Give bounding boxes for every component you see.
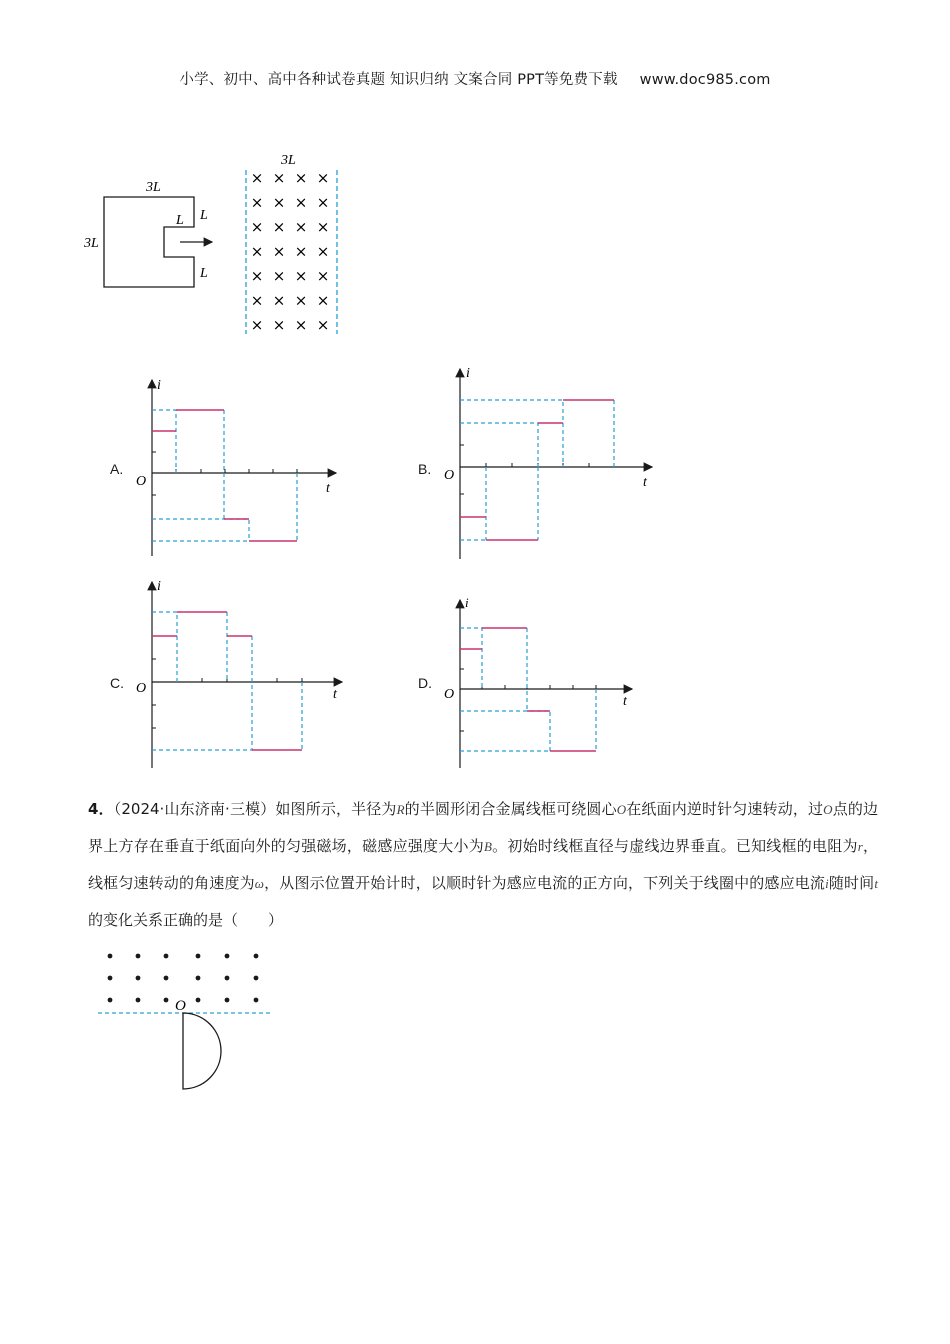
field-cross: × bbox=[316, 169, 330, 187]
origin-label: O bbox=[136, 474, 147, 489]
q-text-3: 在纸面内逆时针匀速转动，过 bbox=[626, 800, 824, 818]
ticks bbox=[460, 400, 614, 540]
field-cross: × bbox=[272, 242, 286, 261]
axis-i-label: i bbox=[465, 595, 469, 610]
field-dots bbox=[108, 954, 259, 1003]
semicircle-diagram bbox=[98, 954, 270, 1089]
field-cross: × bbox=[294, 291, 308, 310]
field-dot bbox=[225, 998, 230, 1003]
field-cross: × bbox=[250, 267, 264, 285]
field-cross: × bbox=[250, 218, 264, 236]
field-dot bbox=[164, 998, 169, 1003]
label-frame-left: 3L bbox=[84, 236, 99, 251]
graph-option-c bbox=[136, 579, 342, 768]
label-notch-depth: L bbox=[176, 213, 184, 228]
field-cross: × bbox=[272, 218, 286, 236]
magnetic-field-region bbox=[246, 153, 337, 334]
q-text-1: 如图所示，半径为 bbox=[275, 800, 397, 818]
graph-option-d bbox=[444, 595, 632, 768]
graph-option-b bbox=[444, 366, 652, 559]
question-source: （2024·山东济南·三模） bbox=[113, 800, 276, 818]
field-cross: × bbox=[250, 169, 264, 187]
field-cross: × bbox=[316, 218, 330, 236]
axis-i-label: i bbox=[466, 366, 470, 381]
field-dot bbox=[136, 998, 141, 1003]
label-field-width: 3L bbox=[281, 153, 296, 168]
axis-t-label: t bbox=[333, 687, 337, 702]
label-lower-edge: L bbox=[200, 266, 208, 281]
option-d-label: D. bbox=[418, 675, 432, 691]
symbol-B: B bbox=[483, 839, 492, 854]
field-cross: × bbox=[316, 267, 330, 285]
field-dot bbox=[196, 998, 201, 1003]
field-dot bbox=[196, 976, 201, 981]
symbol-O-2: O bbox=[823, 802, 833, 817]
q-text-9: 的变化关系正确的是（ ） bbox=[88, 911, 284, 929]
field-cross: × bbox=[294, 218, 308, 236]
center-label: O bbox=[175, 998, 186, 1014]
header-title: 小学、初中、高中各种试卷真题 知识归纳 文案合同 PPT等免费下载 bbox=[179, 72, 618, 88]
q-text-4: 点的边界上方存在垂直于纸面向外的匀强磁场，磁感应强度大小为 bbox=[88, 800, 878, 855]
field-cross: × bbox=[250, 316, 264, 334]
symbol-r: r bbox=[857, 839, 863, 854]
symbol-i: i bbox=[825, 876, 829, 891]
field-dot bbox=[164, 954, 169, 959]
field-dot bbox=[254, 954, 259, 959]
label-frame-top: 3L bbox=[146, 180, 161, 195]
origin-label: O bbox=[444, 687, 455, 702]
symbol-R: R bbox=[396, 802, 405, 817]
semicircle-frame bbox=[183, 1013, 221, 1089]
axis-t-label: t bbox=[643, 475, 647, 490]
field-dot bbox=[136, 954, 141, 959]
field-cross: × bbox=[316, 193, 330, 212]
field-cross: × bbox=[250, 242, 264, 261]
option-b-label: B. bbox=[418, 461, 432, 477]
axis-t-label: t bbox=[623, 694, 627, 709]
field-dot bbox=[108, 976, 113, 981]
field-cross: × bbox=[272, 193, 286, 212]
question-4 bbox=[88, 791, 878, 938]
origin-label: O bbox=[444, 468, 455, 483]
symbol-t: t bbox=[874, 876, 878, 891]
field-cross: × bbox=[294, 242, 308, 261]
option-c-label: C. bbox=[110, 675, 124, 691]
symbol-O: O bbox=[616, 802, 627, 817]
q-text-6: ，线框匀速转动的角速度为 bbox=[88, 837, 878, 892]
field-dot bbox=[164, 976, 169, 981]
field-cross: × bbox=[272, 169, 286, 187]
header-url: www.doc985.com bbox=[639, 72, 771, 88]
field-cross: × bbox=[316, 291, 330, 310]
symbol-omega: ω bbox=[254, 876, 264, 891]
question-number: 4． bbox=[88, 800, 114, 818]
guide-lines bbox=[152, 410, 297, 541]
field-dot bbox=[196, 954, 201, 959]
field-cross: × bbox=[294, 267, 308, 285]
field-cross: × bbox=[294, 169, 308, 187]
axis-t-label: t bbox=[326, 481, 330, 496]
current-curve bbox=[460, 400, 614, 540]
guide-lines bbox=[460, 400, 614, 540]
field-cross: × bbox=[250, 193, 264, 212]
q-text-8: 随时间 bbox=[828, 874, 875, 892]
field-crosses bbox=[251, 169, 330, 334]
frame-diagram bbox=[83, 180, 212, 287]
q-text-7: ，从图示位置开始计时，以顺时针为感应电流的正方向，下列关于线圈中的感应电流 bbox=[263, 874, 826, 892]
field-dot bbox=[108, 954, 113, 959]
field-cross: × bbox=[316, 316, 330, 334]
field-dot bbox=[254, 976, 259, 981]
field-cross: × bbox=[272, 291, 286, 310]
axis-i-label: i bbox=[157, 378, 161, 393]
option-a-label: A. bbox=[110, 461, 124, 477]
field-dot bbox=[108, 998, 113, 1003]
axis-i-label: i bbox=[157, 579, 161, 594]
field-dot bbox=[136, 976, 141, 981]
q-text-5: 。初始时线框直径与虚线边界垂直。已知线框的电阻为 bbox=[491, 837, 858, 855]
field-cross: × bbox=[272, 316, 286, 334]
field-cross: × bbox=[294, 193, 308, 212]
field-cross: × bbox=[250, 291, 264, 310]
field-dot bbox=[225, 954, 230, 959]
field-cross: × bbox=[272, 267, 286, 285]
label-upper-edge: L bbox=[200, 208, 208, 223]
graph-option-a bbox=[136, 378, 336, 556]
field-dot bbox=[254, 998, 259, 1003]
q-text-2: 的半圆形闭合金属线框可绕圆心 bbox=[404, 800, 617, 818]
ticks bbox=[152, 612, 302, 750]
field-cross: × bbox=[294, 316, 308, 334]
origin-label: O bbox=[136, 681, 147, 696]
field-dot bbox=[225, 976, 230, 981]
field-cross: × bbox=[316, 242, 330, 261]
